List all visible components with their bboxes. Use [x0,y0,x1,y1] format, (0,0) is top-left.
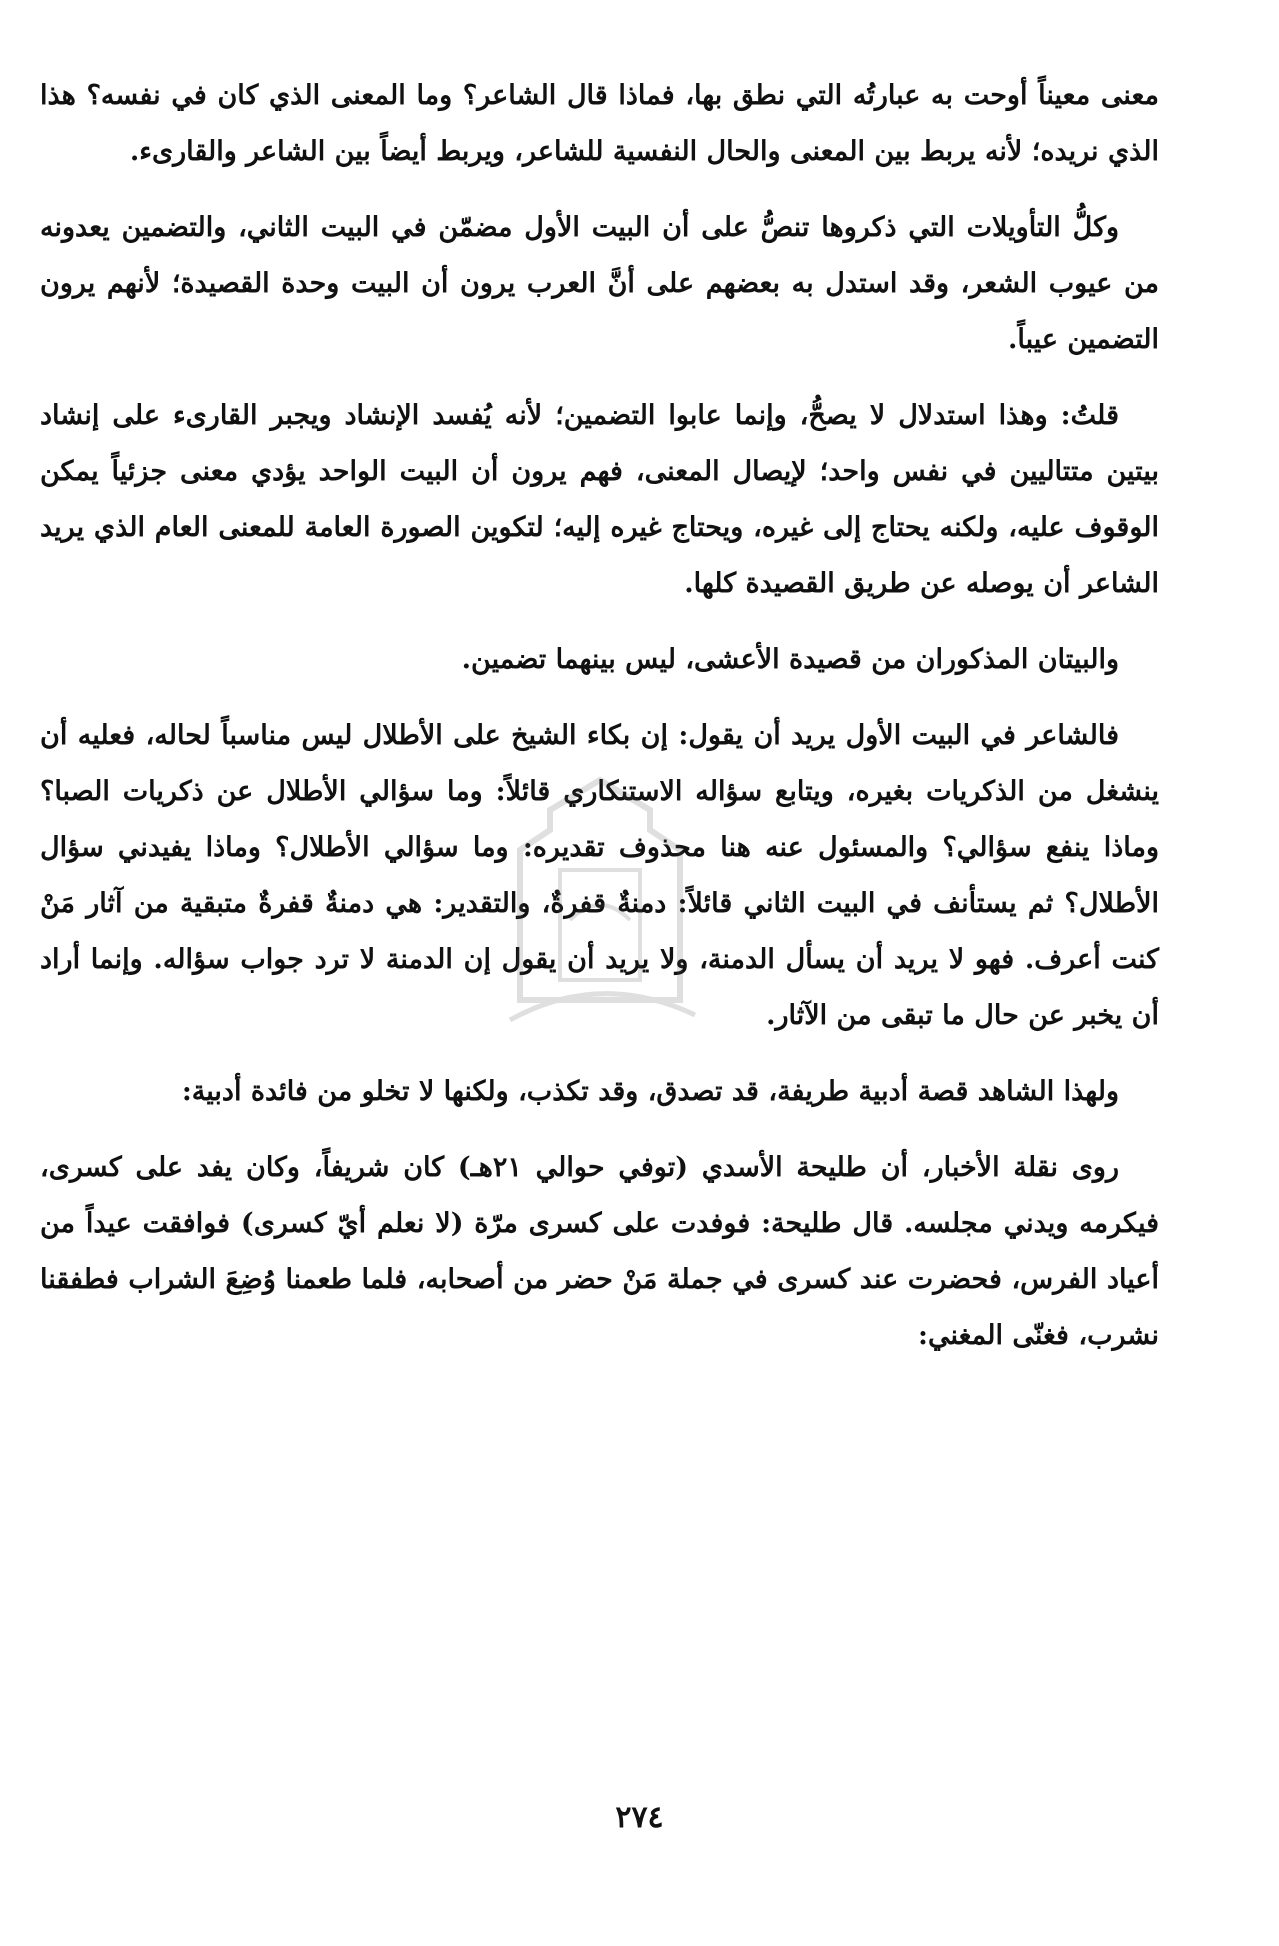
page-number: ٢٧٤ [615,1800,664,1835]
paragraph: قلتُ: وهذا استدلال لا يصحُّ، وإنما عابوا التضمين؛ لأنه يُفسد الإنشاد ويجبر القارىء على إنشاد بيتين متتاليين في نفس واحد؛ لإيصال المعنى، فهم يرون أن البيت الواحد يؤدي معنى جزئياً يمكن الوقوف عليه، ولكنه يحتاج إلى غيره، ويحتاج غيره إليه؛ لتكوين الصورة العامة للمعنى العام الذي يريد الشاعر أن يوصله عن طريق القصيدة كلها. [40,400,1159,599]
paragraph: والبيتان المذكوران من قصيدة الأعشى، ليس بينهما تضمين. [461,644,1119,675]
paragraph: فالشاعر في البيت الأول يريد أن يقول: إن بكاء الشيخ على الأطلال ليس مناسباً لحاله، فعليه أن ينشغل من الذكريات بغيره، ويتابع سؤاله الاستنكاري قائلاً: وما سؤالي الأطلال عن ذكريات الصبا؟ وماذا ينفع سؤالي؟ والمسئول عنه هنا محذوف تقديره: وما سؤالي الأطلال؟ وماذا يفيدني سؤال الأطلال؟ ثم يستأنف في البيت الثاني قائلاً: دمنةٌ قفرةٌ، والتقدير: هي دمنةٌ قفرةٌ متبقية من آثار مَنْ كنت أعرف. فهو لا يريد أن يسأل الدمنة، ولا يريد أن يقول إن الدمنة لا ترد جواب سؤاله. وإنما أراد أن يخبر عن حال ما تبقى من الآثار. [40,720,1159,1031]
paragraph: وكلُّ التأويلات التي ذكروها تنصُّ على أن البيت الأول مضمّن في البيت الثاني، والتضمين يعدونه من عيوب الشعر، وقد استدل به بعضهم على أنَّ العرب يرون أن البيت وحدة القصيدة؛ لأنهم يرون التضمين عيباً. [40,212,1159,355]
paragraph: ولهذا الشاهد قصة أدبية طريفة، قد تصدق، وقد تكذب، ولكنها لا تخلو من فائدة أدبية: [181,1076,1119,1107]
page-body [40,68,1159,1384]
paragraph: معنى معيناً أوحت به عبارتُه التي نطق بها، فماذا قال الشاعر؟ وما المعنى الذي كان في نفسه؟ هذا الذي نريده؛ لأنه يربط بين المعنى والحال النفسية للشاعر، ويربط أيضاً بين الشاعر والقارىء. [40,80,1159,167]
paragraph: روى نقلة الأخبار، أن طليحة الأسدي (توفي حوالي ٢١هـ) كان شريفاً، وكان يفد على كسرى، فيكرمه ويدني مجلسه. قال طليحة: فوفدت على كسرى مرّة (لا نعلم أيّ كسرى) فوافقت عيداً من أعياد الفرس، فحضرت عند كسرى في جملة مَنْ حضر من أصحابه، فلما طعمنا وُضِعَ الشراب فطفقنا نشرب، فغنّى المغني: [40,1152,1160,1351]
